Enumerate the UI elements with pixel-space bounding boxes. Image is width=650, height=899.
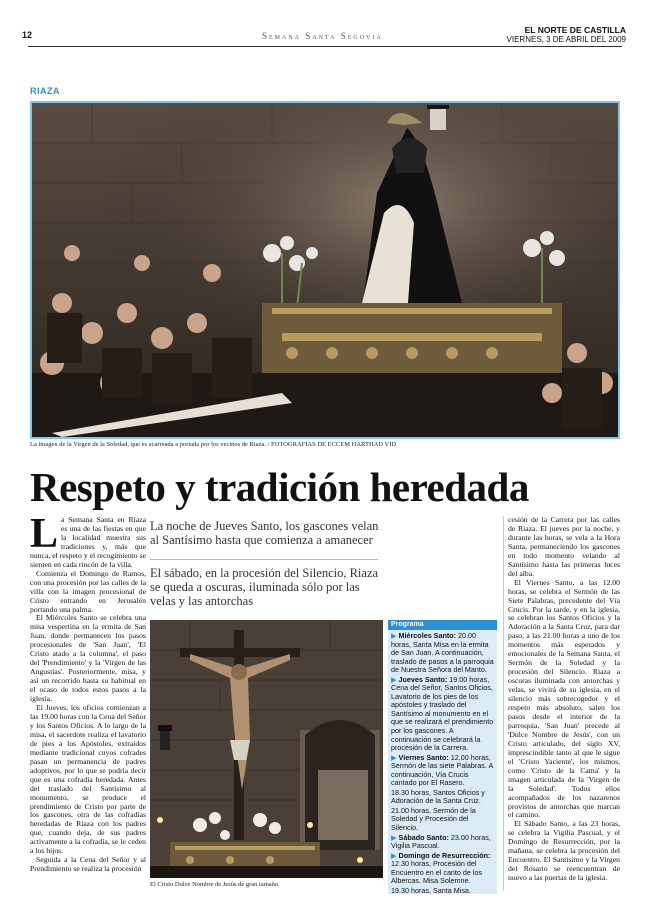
article-column-3 — [508, 516, 620, 883]
article-column-1 — [30, 511, 146, 874]
issue-date: VIERNES, 3 DE ABRIL DEL 2009 — [506, 35, 626, 44]
kicker: RIAZA — [30, 86, 60, 96]
arrow-icon: ▶ — [391, 631, 397, 640]
paper-name: EL NORTE DE CASTILLA — [524, 25, 626, 35]
column-divider — [503, 516, 504, 891]
arrow-icon: ▶ — [391, 752, 397, 762]
paragraph: Seguida a la Cena del Señor y al Prendimiento se realiza la procesión — [30, 855, 146, 874]
virgin-procession-image — [32, 103, 618, 437]
drop-cap: L — [30, 511, 59, 557]
program-list — [391, 632, 495, 896]
paragraph: Comienza el Domingo de Ramos, con una procesión por las calles de la villa con la imagen procesional de Cristo entrando en Jerusalén portando una palma. — [30, 568, 146, 614]
program-item: ▶ Viernes Santo: 12.00 horas, Sermón de las siete Palabras. A continuación, Vía Crucis cantado por El Rasero. — [391, 752, 493, 788]
paragraph: cesión de la Carrera por las calles de Riaza. El jueves por la noche, y durante las horas, se vela a la Hora Santa, permaneciendo los gascones en todo momento velando al Santísimo hasta las primeras luces del alba. — [508, 515, 620, 578]
program-item: ▶ Sábado Santo: 23.00 horas, Vigilia Pascual. — [391, 832, 491, 851]
photo-caption: El Cristo Dulce Nombre de Jesús de gran tamaño. — [150, 881, 280, 888]
section-title: Semana Santa Segovia — [262, 31, 383, 41]
photo-caption: La imagen de la Virgen de la Soledad, que es acarreada a portada por los vecinos de Riaza. / FOTOGRAFÍAS DE ECCEM HARTHAD VÍD — [30, 441, 397, 448]
masthead — [507, 25, 626, 45]
arrow-icon: ▶ — [391, 850, 397, 860]
subhead-1: La noche de Jueves Santo, los gascones velan al Santísimo hasta que comienza a amanecer — [150, 519, 379, 547]
program-item: 21.00 horas, Sermón de la Soledad y Procesión del Silencio. — [391, 805, 476, 833]
paragraph: El Viernes Santo, a las 12.00 horas, se celebra el Sermón de las Siete Palabras, precedente del Vía Crucis. Por la tarde, y en la iglesia, se celebran los Santos Oficios y la Adoración a la Santa Cruz, para dar paso, a las 21.00 horas a uno de los momentos más esperados y emocionales de la Semana Santa, el Sermón de la Soledad y la procesión del Silencio. Riaza a oscuras iluminada con antorchas y velas, se vivirá de su iglesia, en el silencio más sobrecogedor y el respeto más absoluto, salen los pasos desde el interior de la parroquia, 'San Juan' precede al 'Dulce Nombre de Jesús', con un Cristo articulado, del siglo XV, imprescindible tanto al que le sigue el 'Cristo Yaciente', los mismos, como 'Cristo de la Cama' y la imagen articulada de la 'Virgen de la Soledad'. Todos ellos acompañados de los nazarenos provistos de antorchas que marcan el camino. — [508, 577, 620, 820]
program-title: Programa — [388, 620, 497, 630]
subhead-2: El sábado, en la procesión del Silencio, Riaza se queda a oscuras, iluminada sólo por las velas y las antorchas — [150, 566, 379, 608]
paragraph: El Sábado Santo, a las 23 horas, se celebra la Vigilia Pascual, y el Domingo de Resurrección, por la mañana, se celebra la procesión del Encuentro. El Santísimo y la Virgen del Rosario se reencuentran de nuevo a las puertas de la iglesia. — [508, 819, 620, 883]
procession-photo — [30, 101, 620, 439]
program-item: 18.30 horas, Santos Oficios y Adoración de la Santa Cruz. — [391, 787, 485, 806]
cristo-photo — [150, 620, 383, 878]
header-divider — [28, 46, 622, 47]
paragraph: La Semana Santa en Riaza es una de las fiestas en que la localidad muestra sus tradiciones y, más que nunca, el respeto y el recogimiento se sienten en cada rincón de la villa. — [30, 511, 146, 569]
paragraph: El Miércoles Santo se celebra una misa vespertina en la ermita de San Juan, donde permanecen los pasos procesionales de 'San Juan', 'El Cristo atado a la columna', el paso del 'Prendimiento' y la 'Virgen de las Angustias'. Posteriormente, misa, y así un recorrido hasta su habitual en el ocaso de todos estos pasos a la iglesia. — [30, 613, 146, 704]
page-number: 12 — [22, 30, 33, 40]
program-item: ▶ Domingo de Resurrección: 12.30 horas, Procesión del Encuentro en el canto de los Albercas. Misa Solemne. — [391, 850, 491, 886]
program-item: ▶ Jueves Santo: 19.00 horas, Cena del Señor, Santos Oficios, Lavatorio de los pies de los apóstoles y traslado del Santísimo al monumento en el que se realizará el prendimiento por los gascones. A continuación se celebrará la procesión de la Carrera. — [391, 674, 494, 753]
subhead-divider — [150, 559, 378, 560]
program-item: 19.30 horas, Santa Misa. — [391, 885, 471, 895]
arrow-icon: ▶ — [391, 674, 397, 684]
arrow-icon: ▶ — [391, 832, 397, 842]
paragraph: El Jueves, los oficios comienzan a las 19.00 horas con la Cena del Señor y los Santos Oficios. A lo largo de la misa, el sacerdote realiza el lavatorio de pies a los Apóstoles, extraídos mediante tradicional cuyos cofrades pasan un permanencia de padres adoptivos, por lo que se podría decir que es una cofradía heredada. Antes del traslado del Santísimo al monumento, se produce el prendimiento de Cristo por parte de los gascones, otra de las cofradías heredadas de Riaza con los padres que, cuando deja, de sus padres activamente a la cofradía, se le ceden a los hijos. — [30, 703, 146, 856]
crucifix-image — [150, 620, 383, 878]
program-item: ▶ Miércoles Santo: 20.00 horas, Santa Misa en la ermita de San Juan. A continuación, traslado de pasos a la parroquia de Nuestra Señora del Manto. — [391, 631, 494, 675]
headline: Respeto y tradición heredada — [30, 464, 529, 510]
